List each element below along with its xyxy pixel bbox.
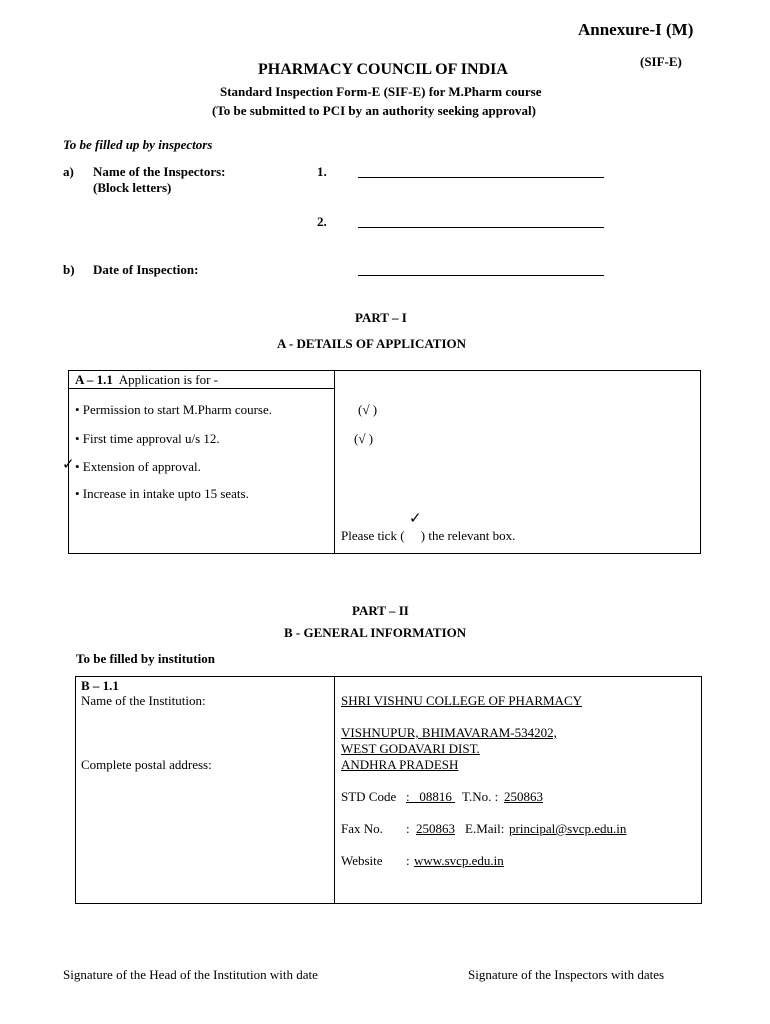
fax-label: Fax No. xyxy=(341,821,383,836)
inspector-1-field[interactable] xyxy=(358,177,604,178)
fax-colon: : xyxy=(406,821,410,836)
inspector-2-field[interactable] xyxy=(358,227,604,228)
inspector-1-number: 1. xyxy=(317,164,327,179)
application-box-divider xyxy=(334,370,335,553)
head-signature-label: Signature of the Head of the Institution with date xyxy=(63,967,318,982)
part1-title: PART – I xyxy=(355,310,407,325)
application-box-heading xyxy=(75,372,218,388)
form-code: (SIF-E) xyxy=(640,54,682,69)
email-value[interactable]: principal@svcp.edu.in xyxy=(509,821,627,836)
inspectors-signature-label: Signature of the Inspectors with dates xyxy=(468,967,665,982)
telephone-value: 250863 xyxy=(504,789,543,804)
option-increase-intake: • Increase in intake upto 15 seats. xyxy=(75,486,249,501)
email-label: E.Mail: xyxy=(465,821,505,836)
part2-title: PART – II xyxy=(352,603,409,618)
inspection-date-label: Date of Inspection: xyxy=(93,262,199,277)
item-a-label: a) xyxy=(63,164,74,179)
application-box-head-rule xyxy=(68,388,334,389)
tick-instruction xyxy=(341,528,515,544)
inspectors-heading: To be filled up by inspectors xyxy=(63,137,213,152)
website-value[interactable]: www.svcp.edu.in xyxy=(414,853,504,868)
option-permission: • Permission to start M.Pharm course. xyxy=(75,402,273,417)
submit-note: (To be submitted to PCI by an authority seeking approval) xyxy=(212,103,536,118)
std-code-number: 08816 xyxy=(419,789,452,804)
application-for-label: Application is for - xyxy=(118,372,219,387)
part1-subtitle: A - DETAILS OF APPLICATION xyxy=(277,336,467,351)
inspection-date-field[interactable] xyxy=(358,275,604,276)
annexure-label: Annexure-I (M) xyxy=(578,20,694,39)
option-first-approval-mark[interactable]: (√ ) xyxy=(354,431,374,446)
address-line-3: ANDHRA PRADESH xyxy=(341,757,459,772)
part2-subtitle: B - GENERAL INFORMATION xyxy=(284,625,467,640)
general-info-divider xyxy=(334,676,335,903)
institution-name-value: SHRI VISHNU COLLEGE OF PHARMACY xyxy=(341,693,583,708)
form-title: Standard Inspection Form-E (SIF-E) for M.Pharm course xyxy=(220,84,542,99)
tick-instruction-end: ) the relevant box. xyxy=(420,528,516,543)
council-title: PHARMACY COUNCIL OF INDIA xyxy=(258,61,508,78)
option-first-approval: • First time approval u/s 12. xyxy=(75,431,220,446)
std-code-value: : _08816 xyxy=(406,789,452,804)
tick-instruction-start: Please tick ( xyxy=(341,528,405,543)
inspectors-name-label: Name of the Inspectors: xyxy=(93,164,226,179)
institution-fill-note: To be filled by institution xyxy=(76,651,215,666)
check-mark-icon: ✓ xyxy=(62,455,75,473)
website-label: Website xyxy=(341,853,383,868)
check-mark-icon: ✓ xyxy=(409,509,422,527)
postal-address-label: Complete postal address: xyxy=(81,757,212,772)
block-letters-note: (Block letters) xyxy=(93,180,172,195)
section-code-b11: B – 1.1 xyxy=(81,678,119,693)
address-line-1: VISHNUPUR, BHIMAVARAM-534202, xyxy=(341,725,557,740)
institution-name-label: Name of the Institution: xyxy=(81,693,206,708)
section-code-a11: A – 1.1 xyxy=(75,372,113,387)
item-b-label: b) xyxy=(63,262,75,277)
option-permission-mark[interactable]: (√ ) xyxy=(358,402,378,417)
inspector-2-number: 2. xyxy=(317,214,327,229)
option-extension: • Extension of approval. xyxy=(75,459,201,474)
std-code-label: STD Code xyxy=(341,789,397,804)
telephone-label: T.No. : xyxy=(462,789,499,804)
fax-value: 250863 xyxy=(416,821,455,836)
address-line-2: WEST GODAVARI DIST. xyxy=(341,741,480,756)
website-colon: : xyxy=(406,853,410,868)
